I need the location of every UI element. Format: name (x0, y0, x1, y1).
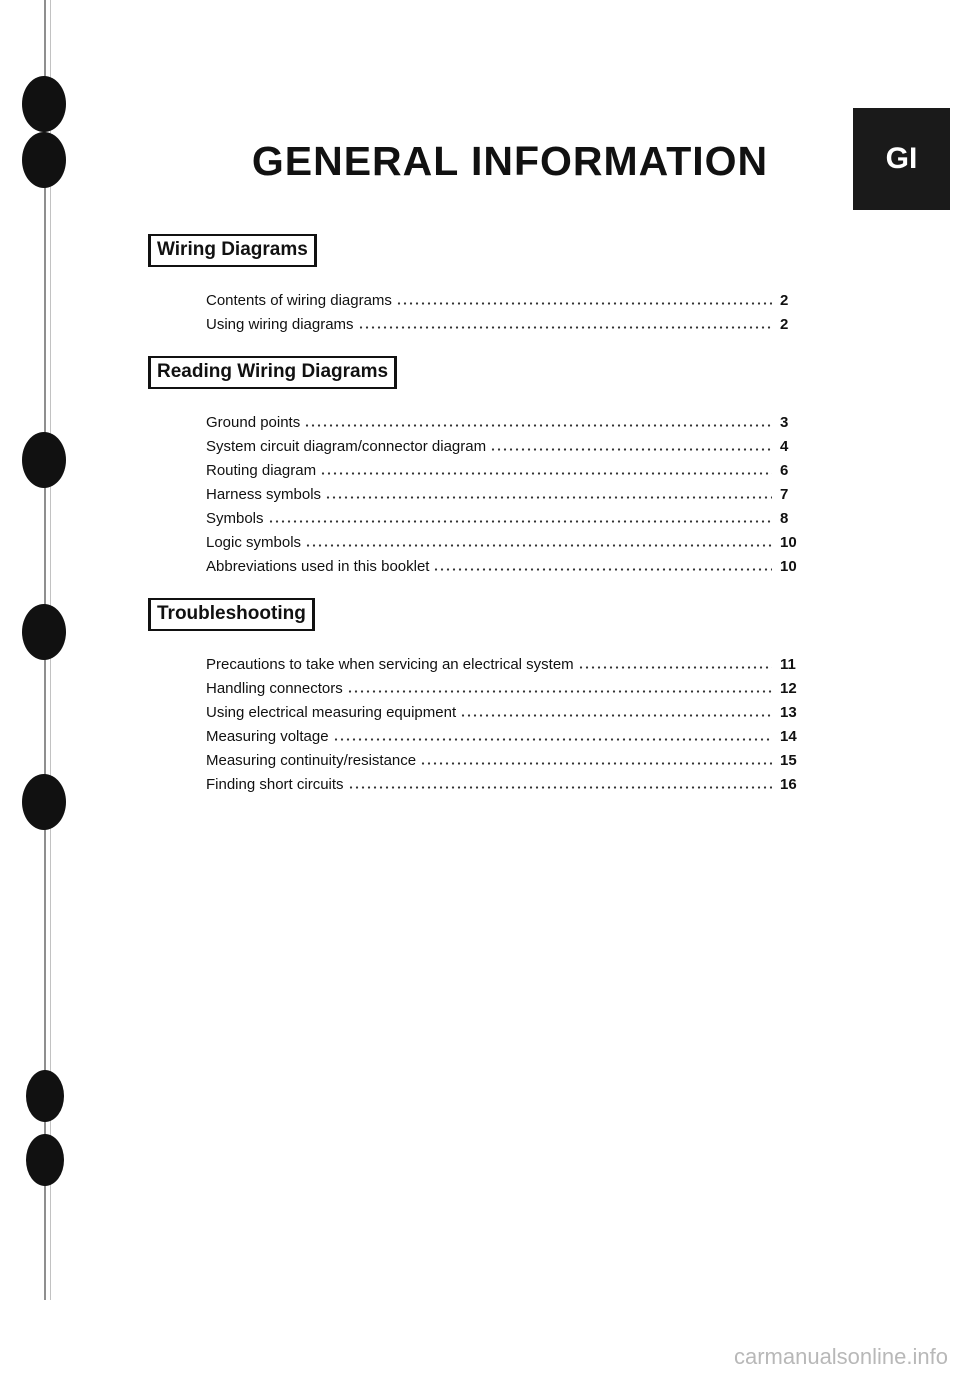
toc-section-troubleshooting (148, 598, 808, 800)
punch-hole (26, 1134, 64, 1186)
toc-entry[interactable] (206, 292, 808, 316)
toc-section-reading-wiring-diagrams (148, 356, 808, 582)
toc-entry-label: Ground points (206, 414, 301, 431)
dot-leader (268, 520, 772, 523)
toc-entry[interactable] (206, 728, 808, 752)
dot-leader (420, 762, 772, 765)
toc-entry[interactable] (206, 558, 808, 582)
section-heading: Wiring Diagrams (148, 234, 317, 267)
toc-section-wiring-diagrams (148, 234, 808, 340)
toc-entry[interactable] (206, 656, 808, 680)
dot-leader (348, 786, 772, 789)
toc-entry[interactable] (206, 462, 808, 486)
dot-leader (333, 738, 772, 741)
punch-hole (22, 76, 66, 132)
page-title: GENERAL INFORMATION (251, 138, 769, 184)
toc-entry[interactable] (206, 486, 808, 510)
dot-leader (325, 496, 772, 499)
punch-hole (26, 1070, 64, 1122)
dot-leader (320, 472, 772, 475)
toc-entry-label: Logic symbols (206, 534, 302, 551)
toc-entry-page: 10 (780, 558, 797, 575)
dot-leader (578, 666, 772, 669)
toc-entry-label: Finding short circuits (206, 776, 344, 793)
toc-entry-page: 8 (780, 510, 789, 527)
toc-entry-page: 3 (780, 414, 789, 431)
toc-entry[interactable] (206, 776, 808, 800)
binding-edge (0, 0, 80, 1378)
section-heading: Reading Wiring Diagrams (148, 356, 397, 389)
toc-entry-page: 14 (780, 728, 797, 745)
toc-entry[interactable] (206, 704, 808, 728)
dot-leader (490, 448, 772, 451)
toc-entry-label: Precautions to take when servicing an electrical system (206, 656, 574, 673)
toc-entry-page: 11 (780, 656, 796, 673)
toc-entry[interactable] (206, 438, 808, 462)
toc-entry[interactable] (206, 414, 808, 438)
section-tab[interactable]: GI (853, 108, 950, 210)
toc-entry[interactable] (206, 680, 808, 704)
toc-entry-page: 2 (780, 292, 789, 309)
toc-entry-page: 15 (780, 752, 797, 769)
toc-entry-page: 2 (780, 316, 789, 333)
dot-leader (347, 690, 772, 693)
toc-entry-label: Harness symbols (206, 486, 322, 503)
toc-entry-label: Routing diagram (206, 462, 317, 479)
toc-entry-page: 10 (780, 534, 797, 551)
toc-entries (148, 292, 808, 340)
toc-entries (148, 656, 808, 800)
toc-entry-label: Symbols (206, 510, 264, 527)
toc-entry-page: 7 (780, 486, 789, 503)
toc-entry-label: Abbreviations used in this booklet (206, 558, 430, 575)
toc-entry[interactable] (206, 316, 808, 340)
toc-entry-label: Measuring voltage (206, 728, 329, 745)
dot-leader (358, 326, 772, 329)
toc-entries (148, 414, 808, 582)
toc-entry-label: Handling connectors (206, 680, 343, 697)
toc-entry-page: 12 (780, 680, 797, 697)
dot-leader (396, 302, 772, 305)
toc-entry-page: 6 (780, 462, 789, 479)
punch-hole (22, 604, 66, 660)
toc-entry-label: Using electrical measuring equipment (206, 704, 457, 721)
dot-leader (305, 544, 772, 547)
toc-entry[interactable] (206, 510, 808, 534)
punch-hole (22, 432, 66, 488)
punch-hole (22, 774, 66, 830)
toc-entry[interactable] (206, 752, 808, 776)
toc-entry-page: 4 (780, 438, 789, 455)
dot-leader (304, 424, 772, 427)
toc-entry-label: Using wiring diagrams (206, 316, 354, 333)
section-heading: Troubleshooting (148, 598, 315, 631)
dot-leader (433, 568, 772, 571)
toc-entry-page: 16 (780, 776, 797, 793)
toc-entry-label: Measuring continuity/resistance (206, 752, 417, 769)
toc-entry-label: System circuit diagram/connector diagram (206, 438, 487, 455)
toc-entry-label: Contents of wiring diagrams (206, 292, 392, 309)
dot-leader (460, 714, 772, 717)
toc-entry-page: 13 (780, 704, 797, 721)
watermark: carmanualsonline.info (733, 1344, 948, 1369)
toc-entry[interactable] (206, 534, 808, 558)
